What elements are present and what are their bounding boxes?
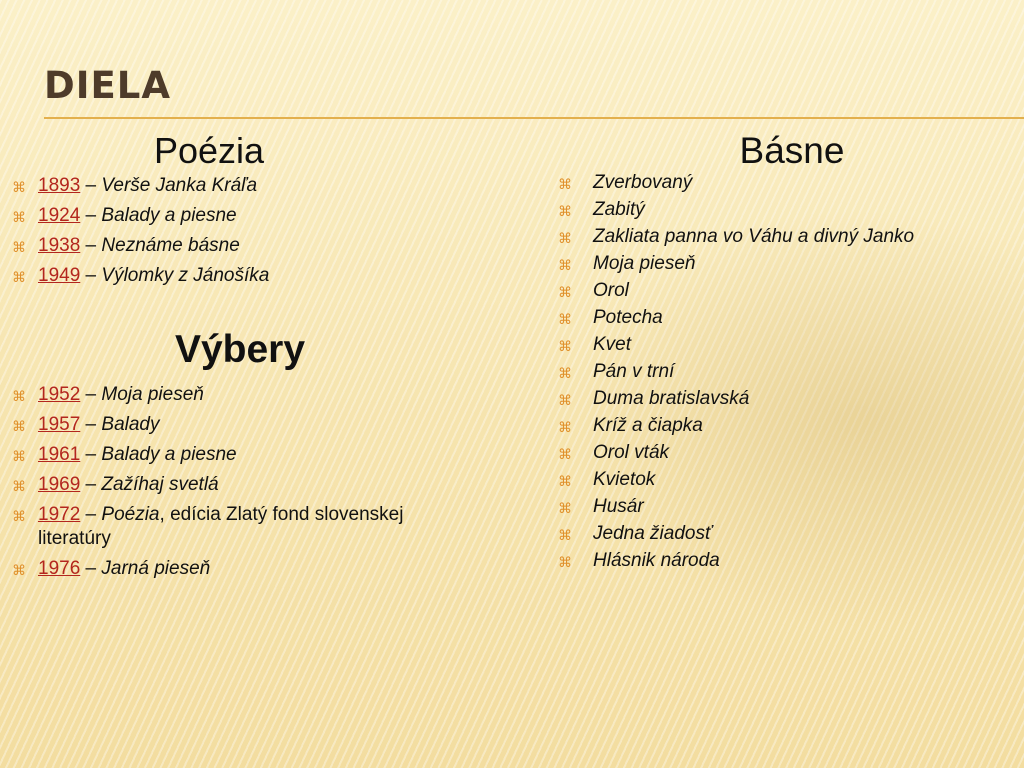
x-bullet-icon: ⌘ (558, 365, 572, 381)
x-bullet-icon: ⌘ (558, 500, 572, 516)
work-title: Jarná pieseň (101, 558, 211, 579)
x-bullet-icon: ⌘ (558, 338, 572, 354)
x-bullet-icon: ⌘ (558, 392, 572, 408)
poem-title: Zakliata panna vo Váhu a divný Janko (593, 226, 915, 247)
poem-title: Zverbovaný (593, 172, 693, 193)
basne-item (555, 468, 1024, 492)
poem-title: Jedna žiadosť (593, 523, 712, 544)
basne-item (555, 522, 1024, 546)
poem-title: Moja pieseň (593, 253, 696, 274)
vybery-heading: Výbery (174, 328, 306, 371)
poem-title: Zabitý (593, 199, 645, 220)
x-bullet-icon: ⌘ (558, 473, 572, 489)
basne-item (555, 225, 1024, 249)
work-title: Balady a piesne (101, 444, 237, 465)
year-link[interactable]: 1969 (38, 474, 81, 495)
basne-item (555, 549, 1024, 573)
basne-item (555, 333, 1024, 357)
basne-item (555, 414, 1024, 438)
x-bullet-icon: ⌘ (558, 311, 572, 327)
dash: – (80, 205, 102, 226)
x-bullet-icon: ⌘ (12, 562, 26, 578)
title-divider (44, 117, 1024, 119)
dash: – (80, 384, 102, 405)
basne-item (555, 171, 1024, 195)
x-bullet-icon: ⌘ (12, 418, 26, 434)
slide-title: DIELA (44, 64, 171, 107)
vybery-item (0, 503, 420, 551)
dash: – (80, 414, 102, 435)
year-link[interactable]: 1972 (38, 504, 81, 525)
poem-title: Kvietok (593, 469, 656, 490)
basne-item (555, 198, 1024, 222)
poezia-item (0, 234, 420, 258)
dash: – (80, 235, 102, 256)
x-bullet-icon: ⌘ (558, 419, 572, 435)
x-bullet-icon: ⌘ (558, 446, 572, 462)
vybery-item (0, 413, 420, 437)
poem-title: Pán v trní (593, 361, 675, 382)
basne-item (555, 306, 1024, 330)
year-link[interactable]: 1949 (38, 265, 81, 286)
basne-item (555, 387, 1024, 411)
poezia-item (0, 174, 420, 198)
dash: – (80, 504, 102, 525)
x-bullet-icon: ⌘ (558, 257, 572, 273)
work-title: Verše Janka Kráľa (101, 175, 258, 196)
poem-title: Kvet (593, 334, 632, 355)
work-title: Výlomky z Jánošíka (101, 265, 270, 286)
x-bullet-icon: ⌘ (558, 527, 572, 543)
basne-item (555, 360, 1024, 384)
dash: – (80, 558, 102, 579)
basne-list (555, 171, 1024, 576)
year-link[interactable]: 1938 (38, 235, 81, 256)
year-link[interactable]: 1957 (38, 414, 81, 435)
year-link[interactable]: 1924 (38, 205, 81, 226)
x-bullet-icon: ⌘ (12, 269, 26, 285)
poem-title: Hlásnik národa (593, 550, 720, 571)
poezia-item (0, 264, 420, 288)
year-link[interactable]: 1893 (38, 175, 81, 196)
basne-item (555, 495, 1024, 519)
year-link[interactable]: 1976 (38, 558, 81, 579)
x-bullet-icon: ⌘ (12, 239, 26, 255)
work-title: Neznáme básne (101, 235, 240, 256)
x-bullet-icon: ⌘ (558, 230, 572, 246)
x-bullet-icon: ⌘ (12, 478, 26, 494)
poezia-heading: Poézia (153, 130, 265, 171)
x-bullet-icon: ⌘ (12, 179, 26, 195)
x-bullet-icon: ⌘ (12, 209, 26, 225)
work-title: Moja pieseň (101, 384, 204, 405)
poem-title: Kríž a čiapka (593, 415, 703, 436)
poem-title: Husár (593, 496, 644, 517)
basne-heading: Básne (739, 130, 845, 171)
vybery-item (0, 557, 420, 581)
x-bullet-icon: ⌘ (12, 508, 26, 524)
x-bullet-icon: ⌘ (558, 554, 572, 570)
poem-title: Orol (593, 280, 629, 301)
x-bullet-icon: ⌘ (558, 284, 572, 300)
poem-title: Orol vták (593, 442, 670, 463)
work-title: Zažíhaj svetlá (101, 474, 219, 495)
x-bullet-icon: ⌘ (558, 203, 572, 219)
vybery-item (0, 473, 420, 497)
work-extra: , edícia Zlatý fond slovenskej literatúry (38, 504, 404, 549)
poem-title: Potecha (593, 307, 663, 328)
work-title: Balady (101, 414, 160, 435)
basne-item (555, 279, 1024, 303)
dash: – (80, 265, 102, 286)
poezia-list (0, 174, 420, 294)
vybery-list (0, 383, 420, 587)
dash: – (80, 474, 102, 495)
x-bullet-icon: ⌘ (558, 176, 572, 192)
basne-item (555, 252, 1024, 276)
basne-item (555, 441, 1024, 465)
vybery-item (0, 383, 420, 407)
x-bullet-icon: ⌘ (12, 388, 26, 404)
vybery-item (0, 443, 420, 467)
work-title: Balady a piesne (101, 205, 237, 226)
year-link[interactable]: 1961 (38, 444, 81, 465)
year-link[interactable]: 1952 (38, 384, 81, 405)
x-bullet-icon: ⌘ (12, 448, 26, 464)
dash: – (80, 444, 102, 465)
poezia-item (0, 204, 420, 228)
work-title: Poézia (101, 504, 160, 525)
poem-title: Duma bratislavská (593, 388, 750, 409)
dash: – (80, 175, 102, 196)
